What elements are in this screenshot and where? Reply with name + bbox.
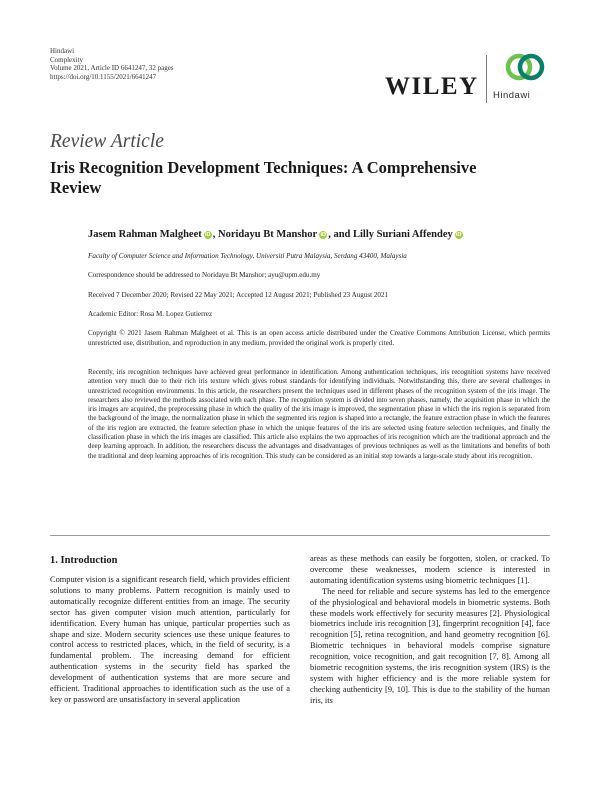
doi-link[interactable]: https://doi.org/10.1155/2021/6641247 <box>50 72 157 81</box>
article-title: Iris Recognition Development Techniques: A Comprehensive Review <box>50 158 477 197</box>
section-heading: 1. Introduction <box>50 555 118 566</box>
affiliation: Faculty of Computer Science and Information Technology, Universiti Putra Malaysia, Serdang 43400, Malaysia <box>88 252 407 260</box>
orcid-icon[interactable]: iD <box>320 232 326 238</box>
abstract: Recently, iris recognition techniques have achieved great performance in identification. Among authentication techniques, iris recognition systems have received attention very much due to their rich iris texture which gives robust standards for identifying individuals. Notwithstanding this, there are several challenges in unrestricted recognition environments. In this article, the researchers present the techniques used in different phases of the recognition system of the iris image. The researchers also reviewed the methods associated with each phase. The recognition system is divided into seven phases, namely, the acquisition phase in which the iris images are acquired, the preprocessing phase in which the quality of the iris image is improved, the segmentation phase in which the iris region is separated from the background of the image, the normalization phase in which the segmented iris region is shaped into a rectangle, the feature extraction phase in which the features of the iris region are extracted, the feature selection phase in which the unique features of the iris are selected using feature selection techniques, and finally the classification phase in which the iris images are classified. This article also explains the two approaches of iris recognition which are the traditional approach and the deep learning approach. In addition, the researchers discuss the advantages and disadvantages of previous techniques as well as the limitations and benefits of both the traditional and deep learning approaches of iris recognition. This study can be considered as an initial step towards a large-scale study about iris recognition. <box>88 368 550 460</box>
author-name[interactable]: , Noridayu Bt Manshor <box>212 229 318 240</box>
paragraph: areas as these methods can easily be forgotten, stolen, or cracked. To overcome these weaknesses, modern science is interested in automating identification systems using biometric techniques [1]. <box>310 554 550 585</box>
section-divider <box>50 535 550 536</box>
wiley-logo: WILEY <box>385 73 479 100</box>
author-list <box>88 229 464 240</box>
journal-meta <box>50 47 174 81</box>
copyright-notice: Copyright © 2021 Jasem Rahman Malgheet et al. This is an open access article distributed under the Creative Commons Attribution License, which permits unrestricted use, distribution, and reproduction in any medium, provided the original work is properly cited. <box>88 329 550 347</box>
article-type: Review Article <box>50 131 164 152</box>
correspondence: Correspondence should be addressed to Noridayu Bt Manshor; ayu@upm.edu.my <box>88 271 321 279</box>
author-name[interactable]: , and Lilly Suriani Affendey <box>328 229 453 240</box>
hindawi-logo-text: Hindawi <box>493 90 531 101</box>
publication-dates: Received 7 December 2020; Revised 22 May 2021; Accepted 12 August 2021; Published 23 August 2021 <box>88 291 389 299</box>
orcid-icon[interactable]: iD <box>456 232 462 238</box>
paragraph: The need for reliable and secure systems has led to the emergence of the physiological and behavioral models in biometric systems. Both these models work effectively for security measures [2]. Physiological biometrics include iris recognition [3], fingerprint recognition [4], face recognition [5], retina recognition, and hand geometry recognition [6]. Biometric techniques in behavioral models comprise signature recognition, voice recognition, and gait recognition [7, 8]. Among all biometric recognition systems, the iris recognition system (IRS) is the system with higher efficiency and is the more reliable system for checking authenticity [9, 10]. This is due to the stability of the human iris, its <box>310 586 550 705</box>
body-column-right <box>310 554 550 707</box>
publisher-name: Hindawi <box>50 47 75 55</box>
author-name[interactable]: Jasem Rahman Malgheet <box>88 229 202 240</box>
academic-editor: Academic Editor: Rosa M. Lopez Gutierrez <box>88 310 213 318</box>
journal-name: Complexity <box>50 55 84 64</box>
orcid-icon[interactable]: iD <box>205 232 211 238</box>
logo-divider <box>486 55 487 103</box>
paragraph: Computer vision is a significant research field, which provides efficient solutions to many problems. Pattern recognition is mainly used to automatically recognize different entities from an image. The security sector has given computer vision much attention, particularly for identification. Every human has unique, particular properties such as shape and size. Modern security sciences use these unique features to control access to restricted places, which, in the field of security, is a fundamental problem. The increasing demand for efficient authentication systems in the security field has sparked the development of authentication systems that are more secure and efficient. Traditional approaches to identification such as the use of a key or password are unsatisfactory in several application <box>50 575 290 704</box>
volume-line: Volume 2021, Article ID 6641247, 32 pages <box>50 64 174 73</box>
body-column-left <box>50 575 290 706</box>
